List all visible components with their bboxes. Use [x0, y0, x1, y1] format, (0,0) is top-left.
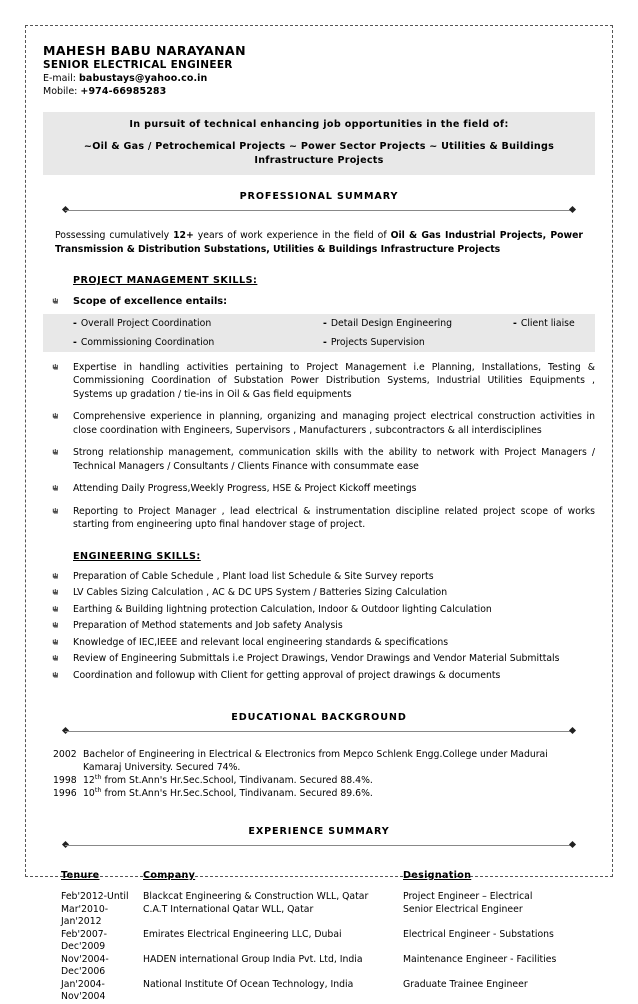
experience-table-body: [43, 891, 595, 1004]
skill-label: Client liaise: [520, 317, 575, 329]
education-description: [83, 774, 595, 787]
education-year: 2002: [53, 749, 77, 760]
table-row: [43, 904, 595, 929]
list-item-text: Preparation of Method statements and Job safety Analysis: [73, 620, 343, 631]
column-header-company-label: Company: [143, 870, 196, 881]
hand-bullet-icon: [43, 361, 73, 402]
education-grade: 10: [83, 788, 95, 799]
section-heading-experience-summary: EXPERIENCE SUMMARY: [248, 826, 390, 837]
list-item-text: Comprehensive experience in planning, organizing and managing project electrical construction activities in close coordination with Engineers, Supervisors , Manufacturers , subcontractors & all interdisciplines: [73, 411, 595, 436]
rule-cap-right-icon: [569, 206, 576, 213]
dash-marker: -: [513, 317, 517, 329]
hand-bullet-icon: [43, 570, 73, 584]
candidate-name: MAHESH BABU NARAYANAN: [43, 43, 246, 58]
section-rule: [65, 727, 573, 737]
list-item-text: Earthing & Building lightning protection Calculation, Indoor & Outdoor lighting Calculation: [73, 603, 492, 615]
mobile-line: [43, 85, 595, 98]
skills-grid-row: [43, 333, 595, 352]
subsection-heading-project-management: PROJECT MANAGEMENT SKILLS:: [73, 275, 258, 286]
cell-company: National Institute Of Ocean Technology, India: [143, 978, 354, 990]
table-row: [43, 929, 595, 954]
hand-bullet-icon: [43, 295, 73, 309]
rule-bar: [65, 731, 573, 732]
objective-line-2: ~Oil & Gas / Petrochemical Projects ~ Power Sector Projects ~ Utilities & Buildings Infrastructure Projects: [83, 141, 555, 166]
hand-bullet-icon: [43, 603, 73, 617]
list-item-text: Coordination and followup with Client for getting approval of project drawings & documents: [73, 669, 501, 681]
hand-bullet-icon: [43, 636, 73, 650]
section-rule: [65, 841, 573, 851]
column-header-tenure-label: Tenure: [61, 870, 100, 881]
list-item-text: Knowledge of IEC,IEEE and relevant local engineering standards & specifications: [73, 636, 449, 648]
resume-content: [26, 26, 612, 1004]
hand-bullet-icon: [43, 505, 73, 532]
dash-marker: -: [323, 317, 327, 329]
hand-bullet-icon: [43, 669, 73, 683]
table-row: [43, 954, 595, 979]
candidate-title: SENIOR ELECTRICAL ENGINEER: [43, 59, 233, 71]
skills-grid: [43, 314, 595, 352]
education-description: Bachelor of Engineering in Electrical & Electronics from Mepco Schlenk Engg.College under Madurai Kamaraj University. Secured 74%.: [83, 749, 548, 773]
summary-mid: years of work experience in the field of: [193, 230, 391, 241]
summary-prefix: Possessing cumulatively: [55, 230, 174, 241]
professional-summary-text: [55, 229, 583, 256]
cell-designation: Electrical Engineer - Substations: [403, 928, 554, 940]
list-item-text: LV Cables Sizing Calculation , AC & DC UPS System / Batteries Sizing Calculation: [73, 587, 448, 598]
email-value: babustays@yahoo.co.in: [79, 73, 208, 84]
column-header-designation: [403, 868, 595, 883]
education-year: 1996: [53, 788, 77, 799]
list-item: [43, 669, 595, 683]
skill-cell: [73, 314, 323, 333]
list-item-text: Review of Engineering Submittals i.e Project Drawings, Vendor Drawings and Vendor Material Submittals: [73, 653, 560, 664]
education-grade-suffix: th: [94, 772, 102, 781]
scope-of-excellence-row: [43, 295, 595, 309]
cell-company: Emirates Electrical Engineering LLC, Dubai: [143, 928, 342, 940]
education-detail: from St.Ann's Hr.Sec.School, Tindivanam. Secured 88.4%.: [101, 775, 373, 786]
rule-bar: [65, 210, 573, 211]
list-item: [43, 570, 595, 584]
skill-label: Overall Project Coordination: [80, 317, 212, 329]
section-heading-professional-summary: PROFESSIONAL SUMMARY: [239, 191, 399, 202]
subsection-heading-engineering-skills: ENGINEERING SKILLS:: [73, 550, 201, 562]
education-description: [83, 787, 595, 800]
education-list: [43, 748, 595, 800]
list-item: [43, 482, 595, 496]
education-grade-suffix: th: [94, 785, 102, 794]
project-management-bullets: [43, 361, 595, 532]
education-year: 1998: [53, 775, 77, 786]
email-line: [43, 72, 595, 85]
cell-tenure: Feb'2007-Dec'2009: [61, 928, 108, 952]
cell-company: C.A.T International Qatar WLL, Qatar: [143, 903, 314, 915]
objective-banner: [43, 112, 595, 175]
hand-bullet-icon: [43, 410, 73, 437]
education-detail: from St.Ann's Hr.Sec.School, Tindivanam. Secured 89.6%.: [101, 788, 373, 799]
mobile-label: Mobile:: [43, 86, 78, 97]
column-header-company: [143, 868, 403, 883]
skill-label: Commissioning Coordination: [80, 336, 215, 348]
skill-label: Detail Design Engineering: [330, 317, 453, 329]
resume-page: [25, 25, 613, 1002]
section-rule: [65, 206, 573, 216]
table-row: [43, 979, 595, 1004]
list-item: [43, 636, 595, 650]
list-item: [43, 361, 595, 402]
cell-designation: Maintenance Engineer - Facilities: [403, 953, 557, 965]
cell-designation: Graduate Trainee Engineer: [403, 978, 528, 990]
summary-years: 12+: [173, 230, 194, 241]
list-item: [43, 652, 595, 666]
hand-bullet-icon: [43, 586, 73, 600]
list-item: [43, 603, 595, 617]
list-item: [43, 410, 595, 437]
experience-table-header: [43, 868, 595, 883]
dash-marker: -: [73, 336, 77, 348]
list-item-text: Preparation of Cable Schedule , Plant load list Schedule & Site Survey reports: [73, 570, 434, 582]
list-item: [43, 505, 595, 532]
skill-cell-empty: [513, 333, 595, 352]
objective-line-1: In pursuit of technical enhancing job opportunities in the field of:: [129, 119, 509, 130]
dash-marker: -: [73, 317, 77, 329]
skill-cell: [73, 333, 323, 352]
engineering-skills-bullets: [43, 570, 595, 683]
education-entry: [43, 774, 595, 787]
education-grade: 12: [83, 775, 95, 786]
list-item: [43, 586, 595, 600]
skill-cell: [323, 314, 513, 333]
section-heading-educational-background: EDUCATIONAL BACKGROUND: [231, 712, 407, 723]
email-label: E-mail:: [43, 73, 76, 84]
list-item: [43, 619, 595, 633]
rule-cap-right-icon: [569, 727, 576, 734]
list-item-text: Strong relationship management, communication skills with the ability to network with Project Managers / Technical Managers / Consultants / Clients Finance with consummate ease: [73, 447, 595, 472]
cell-tenure: Nov'2004-Dec'2006: [61, 953, 109, 977]
skill-cell: [513, 314, 595, 333]
cell-company: Blackcat Engineering & Construction WLL, Qatar: [143, 891, 369, 902]
column-header-tenure: [43, 868, 143, 883]
skill-label: Projects Supervision: [330, 336, 425, 348]
education-entry: [43, 748, 595, 774]
skill-cell: [323, 333, 513, 352]
hand-bullet-icon: [43, 652, 73, 666]
list-item-text: Reporting to Project Manager , lead electrical & instrumentation discipline related project scope of works starting from engineering upto final handover stage of project.: [73, 505, 595, 530]
dash-marker: -: [323, 336, 327, 348]
cell-designation: Project Engineer – Electrical: [403, 891, 533, 902]
scope-of-excellence-label: Scope of excellence entails:: [73, 296, 228, 307]
rule-cap-right-icon: [569, 841, 576, 848]
column-header-designation-label: Designation: [403, 870, 472, 881]
cell-company: HADEN international Group India Pvt. Ltd, India: [143, 953, 363, 965]
skills-grid-row: [43, 314, 595, 333]
mobile-value: +974-66985283: [80, 86, 167, 97]
list-item-text: Expertise in handling activities pertaining to Project Management i.e Planning, Installations, Testing & Commissioning Coordination of Substation Power Distribution Systems, Industrial Utilities Equipments , Systems up gradation / tie-ins in Oil & Gas field equipments: [73, 361, 595, 400]
cell-tenure: Feb'2012-Until: [61, 891, 129, 902]
hand-bullet-icon: [43, 482, 73, 496]
summary-bold: Oil & Gas Industrial Projects, Power Transmission & Distribution Substations, Utilities & Buildings Infrastructure Projects: [55, 230, 584, 255]
list-item-text: Attending Daily Progress,Weekly Progress, HSE & Project Kickoff meetings: [73, 483, 417, 494]
rule-bar: [65, 845, 573, 846]
list-item: [43, 446, 595, 473]
education-entry: [43, 787, 595, 800]
hand-bullet-icon: [43, 619, 73, 633]
cell-tenure: Mar'2010-Jan'2012: [61, 903, 109, 927]
hand-bullet-icon: [43, 446, 73, 473]
cell-designation: Senior Electrical Engineer: [403, 903, 523, 915]
cell-tenure: Jan'2004-Nov'2004: [61, 978, 106, 1002]
candidate-header: [43, 43, 595, 98]
